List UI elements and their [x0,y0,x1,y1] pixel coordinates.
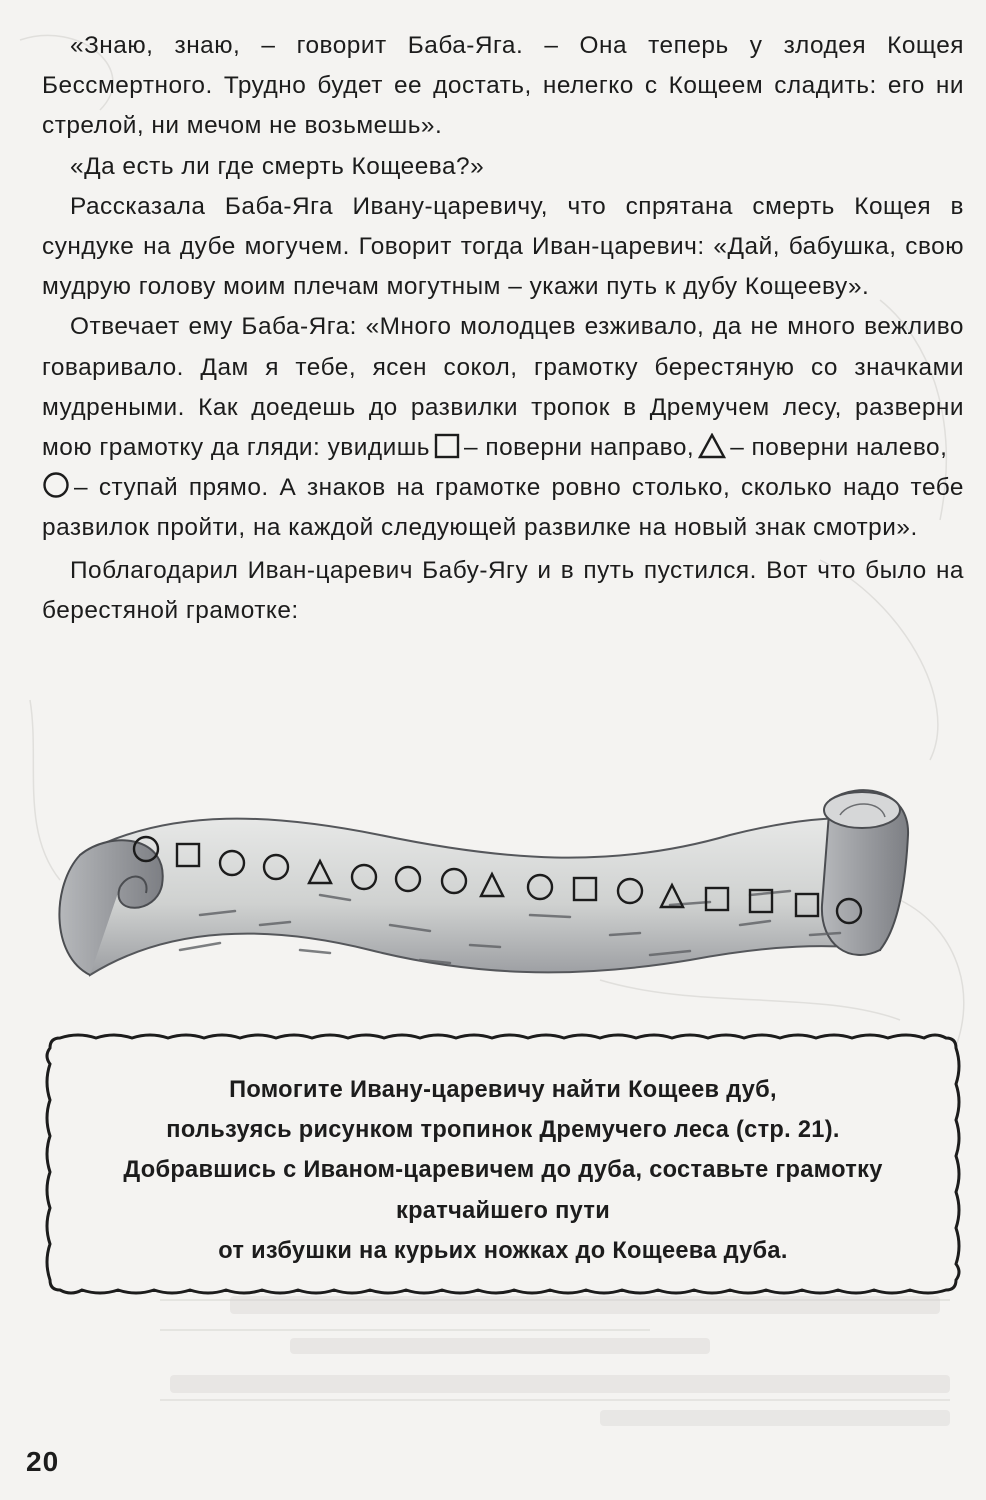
square-icon [434,433,460,459]
page-number: 20 [26,1446,60,1477]
paragraph-4 [42,307,964,548]
task-line-5: от избушки на курьих ножках до Кощеева дуба. [218,1237,788,1264]
task-line-1: Помогите Ивану-царевичу найти Кощеев дуб, [229,1077,777,1103]
paragraph-1: «Знаю, знаю, – говорит Баба-Яга. – Она теперь у злодея Кощея Бессмертного. Трудно будет ее достать, нелегко с Кощеем сладить: его ни стрелой, ни мечом не возьмешь». [42,32,964,140]
task-line-2: пользуясь рисунком тропинок Дремучего леса (стр. 21). [166,1117,840,1144]
task-instruction [44,1070,962,1271]
circle-meaning: – ступай прямо. А знаков на грамотке ровно столько, сколько надо тебе развилок пройти, на каждой следующей развилке на новый знак смотри». [42,474,964,542]
triangle-meaning: – поверни налево, [730,434,948,462]
paragraph-5: Поблагодарил Иван-царевич Бабу-Ягу и в путь пустился. Вот что было на берестяной грамотке: [42,556,964,624]
square-meaning: – поверни направо, [464,434,695,462]
triangle-icon [698,433,726,459]
task-line-3: Добравшись с Иваном-царевичем до дуба, составьте грамотку [123,1157,883,1184]
scroll-illustration [50,775,920,1000]
circle-icon [42,471,70,499]
task-line-4: кратчайшего пути [395,1197,610,1224]
paragraph-2: «Да есть ли где смерть Кощеева?» [70,152,485,180]
birch-bark-scroll [50,775,920,1000]
paragraph-3: Рассказала Баба-Яга Ивану-царевичу, что спрятана смерть Кощея в сундуке на дубе могучем. Говорит тогда Иван-царевич: «Дай, бабушка, свою мудрую голову моим плечам могутным – укажи путь к дубу Кощееву». [42,192,964,301]
paragraph-4-text: Отвечает ему Баба-Яга: «Много молодцев езживало, да не много вежливо говаривало. Дам я тебе, ясен сокол, грамотку берестяную со значками мудреными. Как доедешь до развилки тропок в Дремучем лесу, разверни мою грамотку да гляди: увидишь [42,313,964,462]
story-text [42,26,964,631]
